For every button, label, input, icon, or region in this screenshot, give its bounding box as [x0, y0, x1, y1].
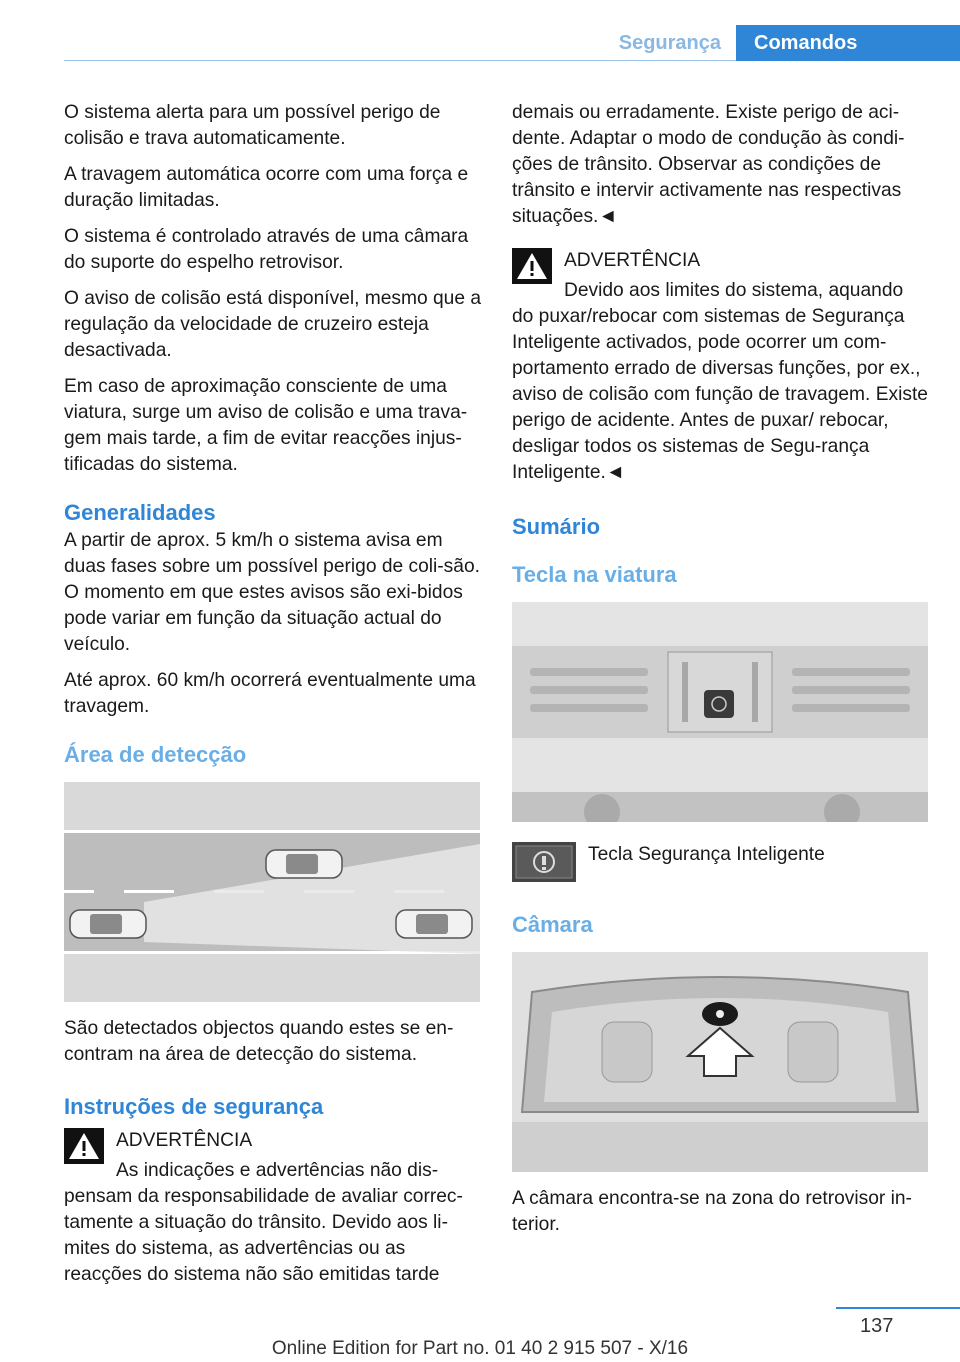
- warning-block-2: [512, 248, 932, 486]
- warning-triangle-icon: [64, 1128, 104, 1164]
- warning-title: ADVERTÊNCIA: [116, 1130, 253, 1151]
- right-column: [512, 100, 932, 1248]
- heading-sumario: Sumário: [512, 514, 601, 539]
- paragraph: A câmara encontra-se na zona do retrovisor in-terior.: [512, 1188, 912, 1235]
- warning-text-first-line: Devido aos limites do sistema, aquando: [564, 280, 904, 301]
- tab-chapter[interactable]: Comandos: [736, 25, 960, 61]
- paragraph: demais ou erradamente. Existe perigo de aci-dente. Adaptar o modo de condução às condi-ções de trânsito. Observar as condições de trânsito e intervir activamente nas respectivas situações.◄: [512, 102, 905, 227]
- warning-text-rest: do puxar/rebocar com sistemas de Segurança Inteligente activados, pode ocorrer um com-portamento errado de diversas funções, por ex., aviso de colisão com função de travagem. Existe perigo de acidente. Antes de puxar/ rebocar, desligar todos os sistemas de Segu-rança Inteligente.◄: [512, 306, 928, 483]
- heading-tecla: Tecla na viatura: [512, 562, 677, 587]
- page-number: 137: [860, 1315, 894, 1337]
- paragraph: Até aprox. 60 km/h ocorrerá eventualmente uma travagem.: [64, 670, 476, 717]
- detection-area-illustration: [64, 782, 480, 1002]
- warning-title: ADVERTÊNCIA: [564, 250, 701, 271]
- car-left-icon: [70, 910, 146, 938]
- car-front-icon: [266, 850, 342, 878]
- camera-svg: [512, 952, 928, 1172]
- warning-triangle-icon: [512, 248, 552, 284]
- edition-text: Online Edition for Part no. 01 40 2 915 507 - X/16: [271, 1338, 689, 1359]
- dashboard-button-photo: [512, 602, 928, 822]
- warning-block-1: [64, 1128, 482, 1288]
- footer-rule: [836, 1307, 960, 1309]
- paragraph: São detectados objectos quando estes se en-contram na área de detecção do sistema.: [64, 1018, 454, 1065]
- detection-area-svg: [64, 782, 480, 1002]
- heading-area-deteccao: Área de detecção: [64, 742, 247, 767]
- heading-generalidades: Generalidades: [64, 500, 216, 525]
- paragraph: O aviso de colisão está disponível, mesmo que a regulação da velocidade de cruzeiro esteja desactivada.: [64, 288, 482, 361]
- warning-text: [512, 278, 932, 486]
- heading-instrucoes: Instruções de segurança: [64, 1094, 324, 1119]
- intelligent-safety-key-icon: [512, 842, 576, 882]
- button-caption-row: [512, 842, 932, 882]
- paragraph: A travagem automática ocorre com uma força e duração limitadas.: [64, 164, 469, 211]
- paragraph: O sistema é controlado através de uma câmara do suporte do espelho retrovisor.: [64, 226, 469, 273]
- left-column: [64, 100, 482, 1288]
- warning-text-first-line: As indicações e advertências não dis-: [116, 1160, 439, 1181]
- tab-section[interactable]: Segurança: [618, 32, 721, 54]
- paragraph: O sistema alerta para um possível perigo de colisão e trava automaticamente.: [64, 102, 441, 149]
- dashboard-svg: [512, 602, 928, 822]
- car-own-icon: [396, 910, 472, 938]
- paragraph: A partir de aprox. 5 km/h o sistema avisa em duas fases sobre um possível perigo de coli-são. O momento em que estes avisos são exi-bidos pode variar em função da situação actual do veículo.: [64, 530, 480, 655]
- button-caption: Tecla Segurança Inteligente: [588, 844, 825, 865]
- camera-location-photo: [512, 952, 928, 1172]
- paragraph: Em caso de aproximação consciente de uma viatura, surge um aviso de colisão e uma trava-gem mais tarde, a fim de evitar reacções injus-tificadas do sistema.: [64, 376, 468, 475]
- warning-text-rest: pensam da responsabilidade de avaliar correc-tamente a situação do trânsito. Devido aos li-mites do sistema, as advertências ou as reacções do sistema não são emitidas tarde: [64, 1186, 463, 1285]
- heading-camara: Câmara: [512, 912, 593, 937]
- intelligent-safety-button-icon: [704, 690, 734, 718]
- warning-text: [64, 1158, 482, 1288]
